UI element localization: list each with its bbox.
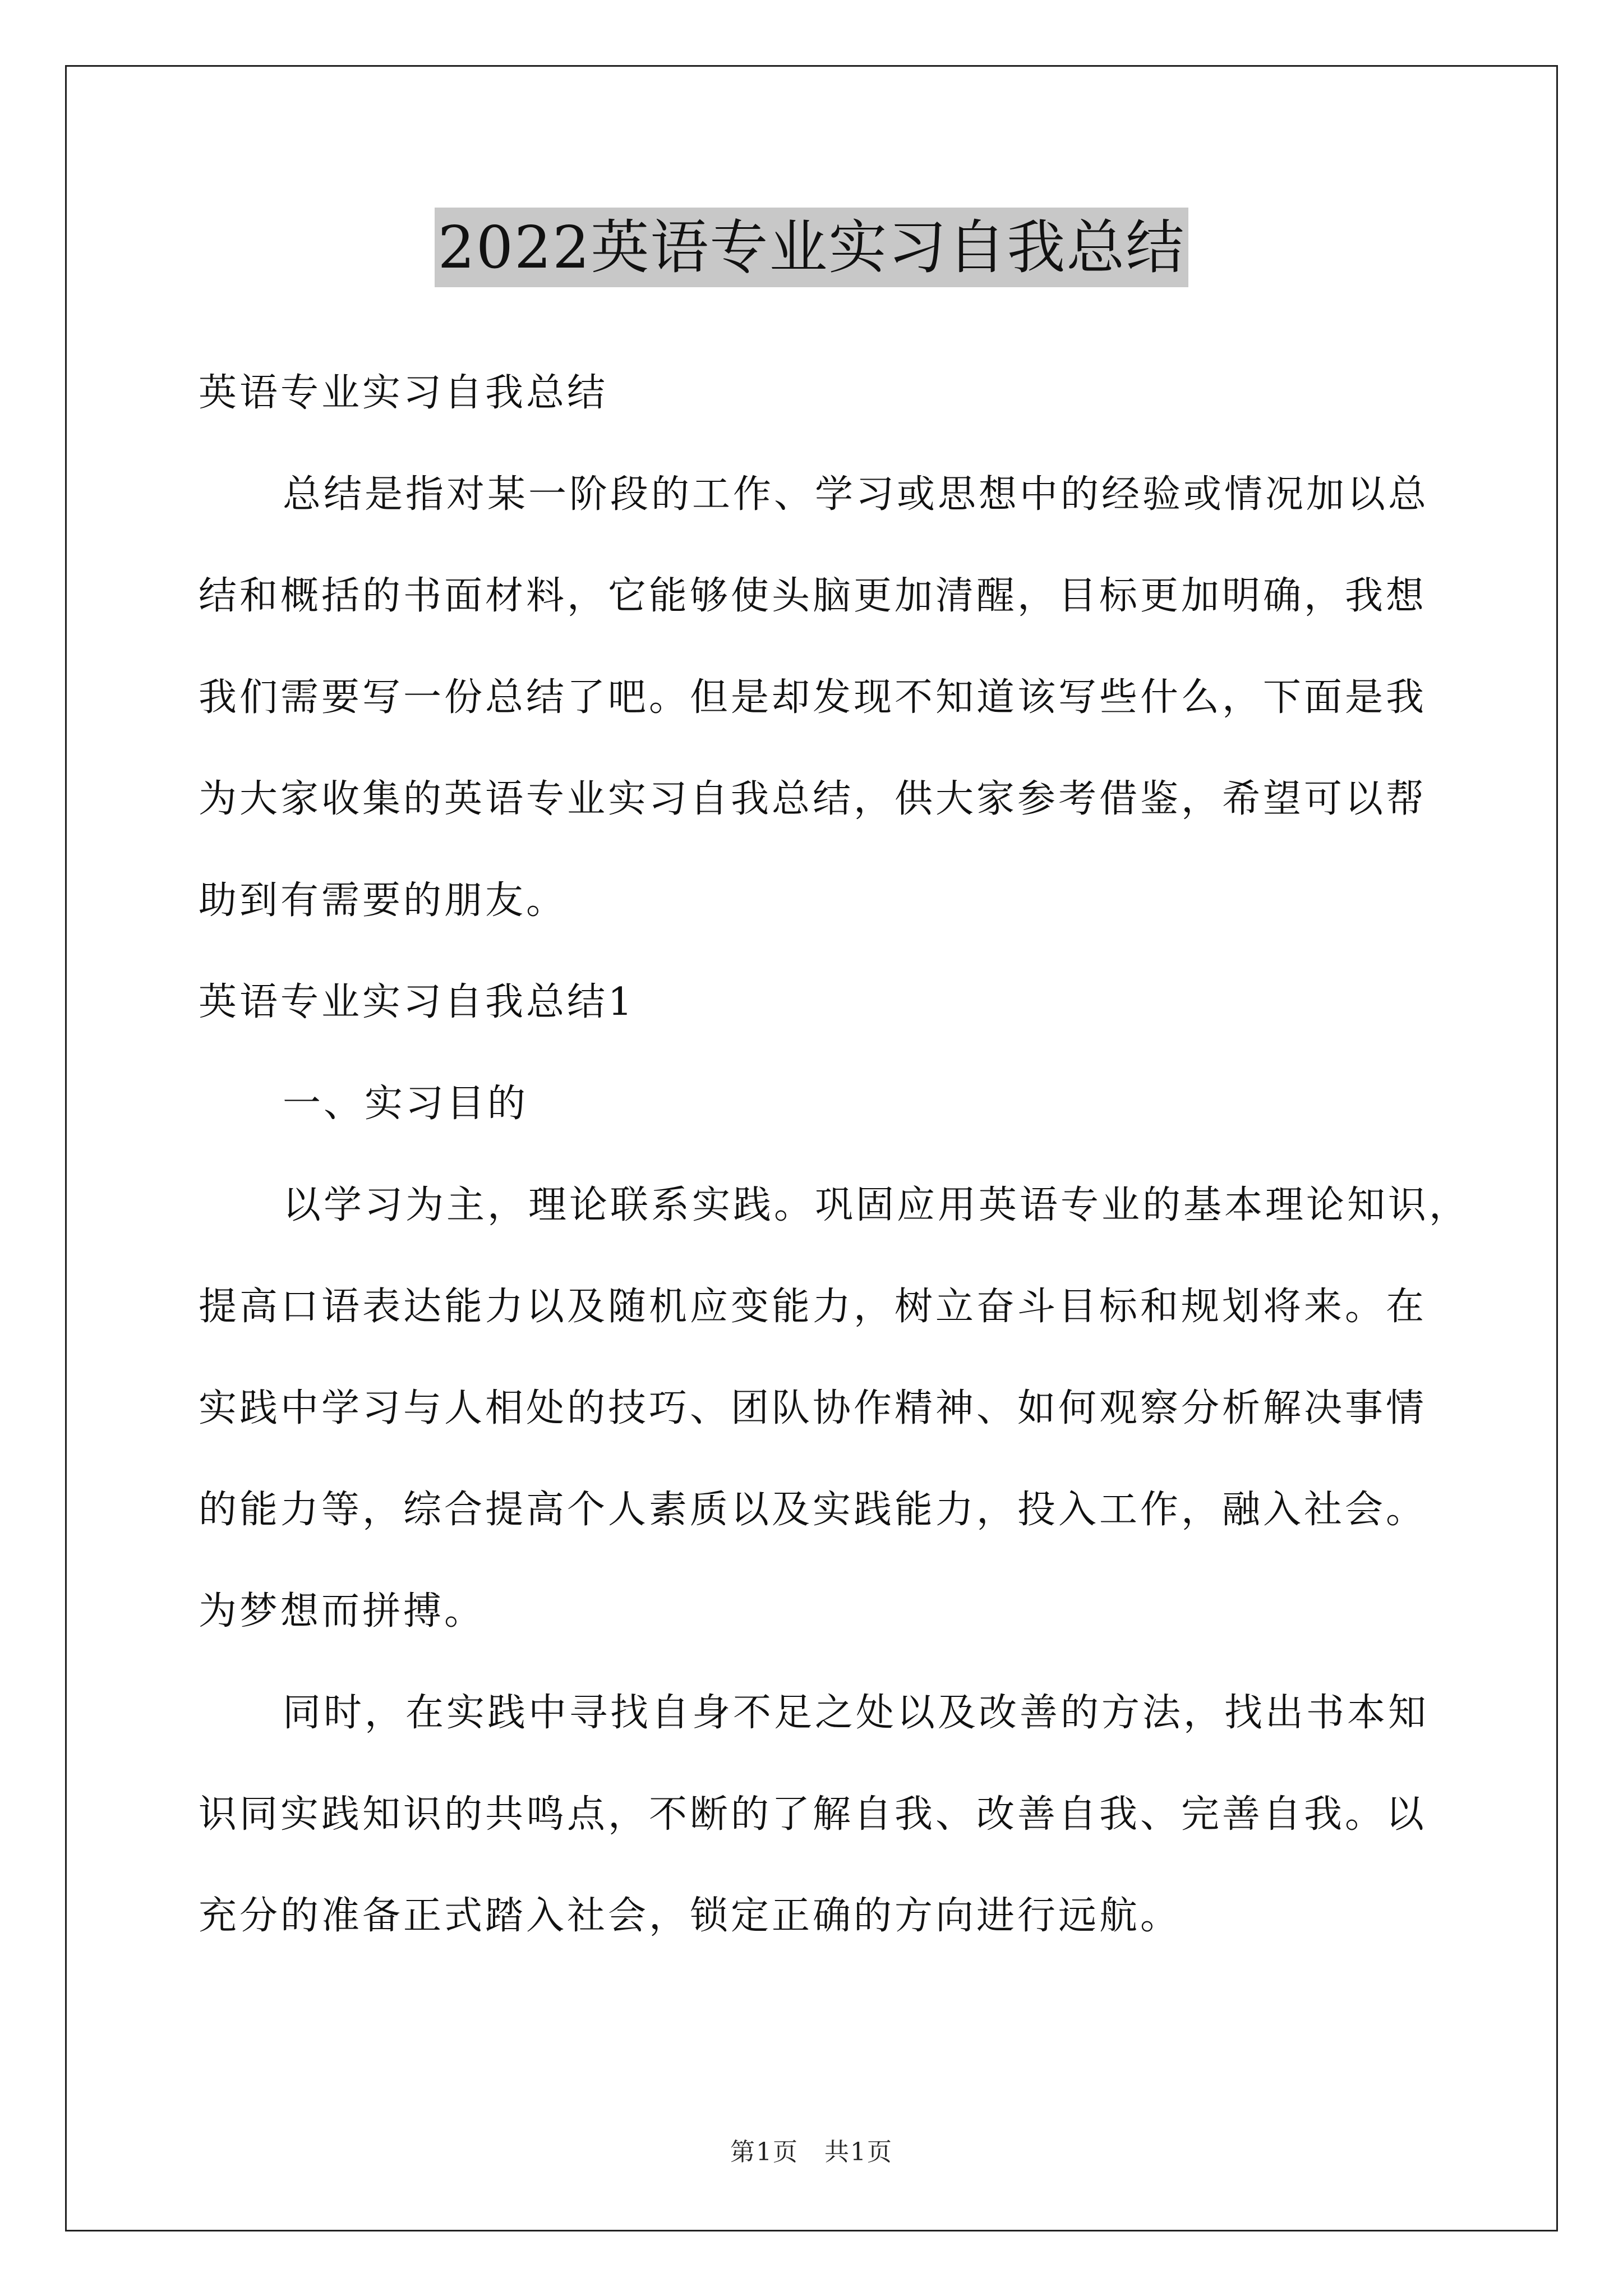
body-line: 一、实习目的 (283, 1082, 529, 1126)
body-line: 的能力等，综合提高个人素质以及实践能力，投入工作，融入社会。 (199, 1488, 1427, 1532)
body-line: 识同实践知识的共鸣点，不断的了解自我、改善自我、完善自我。以 (199, 1792, 1427, 1837)
body-line: 提高口语表达能力以及随机应变能力，树立奋斗目标和规划将来。在 (199, 1285, 1427, 1329)
title-container (0, 208, 1623, 287)
document-title: 2022英语专业实习自我总结 (435, 208, 1189, 287)
body-line: 英语专业实习自我总结 (199, 371, 608, 415)
body-line: 英语专业实习自我总结1 (199, 980, 635, 1024)
document-body (199, 342, 1470, 1967)
body-line: 为梦想而拼搏。 (199, 1589, 486, 1634)
page-footer: 第1页 共1页 (730, 2138, 893, 2166)
body-line: 充分的准备正式踏入社会，锁定正确的方向进行远航。 (199, 1894, 1182, 1938)
body-line: 助到有需要的朋友。 (199, 878, 568, 923)
body-line: 总结是指对某一阶段的工作、学习或思想中的经验或情况加以总 (283, 472, 1430, 517)
body-line: 以学习为主，理论联系实践。巩固应用英语专业的基本理论知识， (283, 1183, 1470, 1227)
body-line: 为大家收集的英语专业实习自我总结，供大家参考借鉴，希望可以帮 (199, 777, 1427, 821)
body-line: 我们需要写一份总结了吧。但是却发现不知道该写些什么，下面是我 (199, 675, 1427, 720)
body-line: 同时，在实践中寻找自身不足之处以及改善的方法，找出书本知 (283, 1691, 1430, 1735)
body-line: 结和概括的书面材料，它能够使头脑更加清醒，目标更加明确，我想 (199, 574, 1427, 618)
body-line: 实践中学习与人相处的技巧、团队协作精神、如何观察分析解决事情 (199, 1386, 1427, 1430)
